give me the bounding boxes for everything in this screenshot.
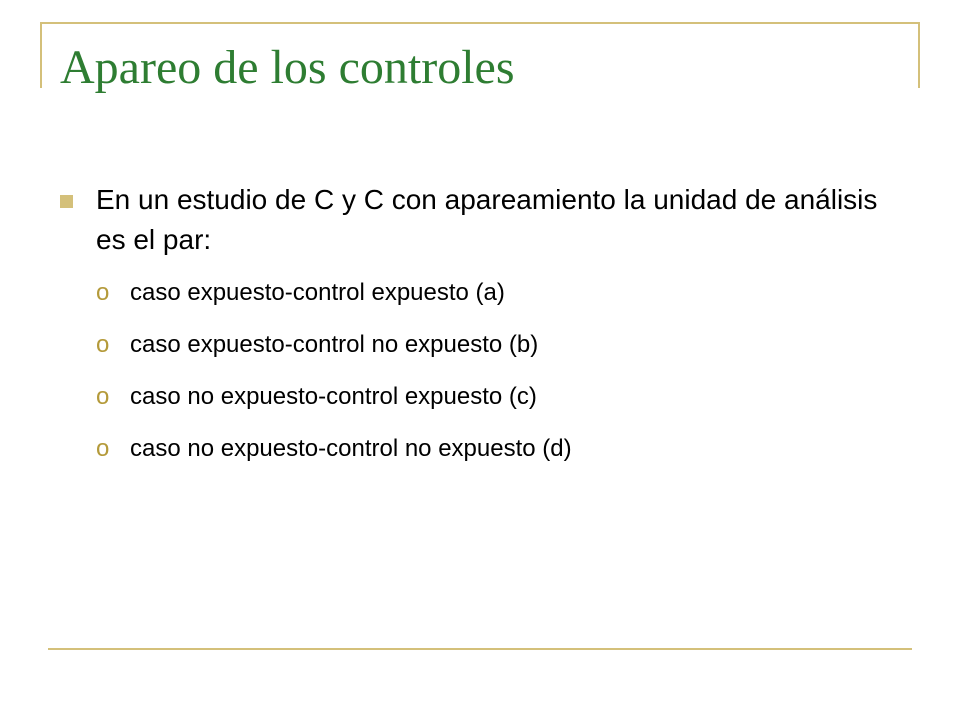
left-rule — [40, 22, 42, 88]
sub-bullet-text: caso no expuesto-control no expuesto (d) — [130, 435, 572, 462]
sub-bullet-item — [60, 434, 900, 464]
main-bullet-text: En un estudio de C y C con apareamiento la unidad de análisis es el par: — [96, 184, 878, 255]
sub-bullet-item — [60, 382, 900, 412]
right-rule — [918, 22, 920, 88]
sub-bullet-item — [60, 330, 900, 360]
sub-bullet-list — [60, 278, 900, 464]
sub-bullet-item — [60, 278, 900, 308]
bottom-rule — [48, 648, 912, 650]
circle-outline-bullet-icon: o — [96, 435, 110, 462]
top-rule — [40, 22, 920, 24]
slide-body — [60, 180, 900, 486]
circle-outline-bullet-icon: o — [96, 331, 110, 358]
sub-bullet-text: caso expuesto-control no expuesto (b) — [130, 331, 539, 358]
circle-outline-bullet-icon: o — [96, 383, 110, 410]
circle-outline-bullet-icon: o — [96, 279, 110, 306]
main-bullet-item — [60, 180, 900, 260]
square-bullet-icon — [60, 195, 73, 208]
sub-bullet-text: caso no expuesto-control expuesto (c) — [130, 383, 537, 410]
sub-bullet-text: caso expuesto-control expuesto (a) — [130, 279, 505, 306]
slide-title: Apareo de los controles — [60, 41, 515, 94]
